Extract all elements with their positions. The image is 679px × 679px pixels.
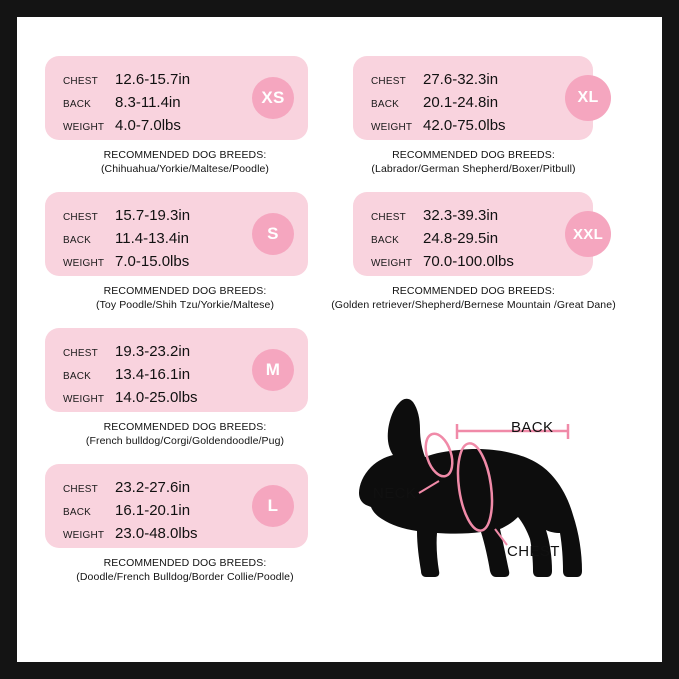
back-label: BACK (371, 235, 400, 246)
size-card-l (45, 464, 308, 548)
size-card-xs (45, 56, 308, 140)
breeds-list: (French bulldog/Corgi/Goldendoodle/Pug) (85, 435, 285, 447)
breeds-xs (45, 148, 325, 176)
chest-label: CHEST (63, 212, 98, 223)
chest-value: 19.3-23.2in (115, 343, 191, 360)
chest-value: 15.7-19.3in (115, 207, 191, 224)
chest-value: 32.3-39.3in (423, 207, 499, 224)
breeds-title: RECOMMENDED DOG BREEDS: (392, 285, 555, 297)
chest-row (371, 69, 579, 92)
breeds-s (45, 284, 325, 312)
weight-value: 14.0-25.0lbs (115, 389, 198, 406)
size-block-m (45, 328, 325, 448)
weight-value: 42.0-75.0lbs (423, 117, 506, 134)
back-label: BACK (63, 371, 92, 382)
chest-value: 23.2-27.6in (115, 479, 191, 496)
chest-value: 12.6-15.7in (115, 71, 191, 88)
size-badge-l: L (252, 485, 294, 527)
weight-row (371, 115, 579, 138)
back-value: 11.4-13.4in (115, 230, 189, 247)
size-badge-m: M (252, 349, 294, 391)
size-block-xxl (331, 192, 638, 312)
back-row (371, 228, 579, 251)
breeds-title: RECOMMENDED DOG BREEDS: (103, 421, 267, 433)
weight-label: WEIGHT (371, 258, 413, 269)
weight-value: 7.0-15.0lbs (115, 253, 190, 270)
chest-label: CHEST (63, 76, 98, 87)
size-column-left (45, 17, 325, 590)
weight-row (371, 251, 579, 274)
back-label: BACK (63, 99, 92, 110)
size-badge-s: S (252, 213, 294, 255)
breeds-title: RECOMMENDED DOG BREEDS: (103, 557, 267, 569)
weight-row (63, 387, 294, 410)
size-badge-xxl: XXL (565, 211, 611, 257)
weight-label: WEIGHT (63, 394, 105, 405)
weight-row (63, 251, 294, 274)
breeds-m (45, 420, 325, 448)
breeds-xl (331, 148, 616, 176)
breeds-list: (Labrador/German Shepherd/Boxer/Pitbull) (371, 163, 576, 175)
back-value: 20.1-24.8in (423, 94, 499, 111)
breeds-title: RECOMMENDED DOG BREEDS: (392, 149, 555, 161)
breeds-l (45, 556, 325, 584)
chest-label: CHEST (63, 348, 98, 359)
size-badge-xl: XL (565, 75, 611, 121)
breeds-list: (Toy Poodle/Shih Tzu/Yorkie/Maltese) (95, 299, 275, 311)
breeds-list: (Chihuahua/Yorkie/Maltese/Poodle) (100, 163, 270, 175)
weight-label: WEIGHT (63, 530, 105, 541)
size-card-xl (353, 56, 599, 140)
size-block-l (45, 464, 325, 584)
size-card-xxl (353, 192, 604, 276)
chest-label: CHEST (371, 76, 406, 87)
back-value: 13.4-16.1in (115, 366, 191, 383)
back-row (371, 92, 579, 115)
weight-value: 23.0-48.0lbs (115, 525, 198, 542)
size-card-m (45, 328, 308, 412)
size-column-right (331, 17, 638, 318)
chest-measure-label: CHEST (507, 543, 560, 560)
breeds-list: (Doodle/French Bulldog/Border Collie/Poodle) (76, 571, 294, 583)
chest-label: CHEST (371, 212, 406, 223)
back-value: 8.3-11.4in (115, 94, 181, 111)
back-label: BACK (371, 99, 400, 110)
chest-label: CHEST (63, 484, 98, 495)
size-block-xs (45, 56, 325, 176)
weight-row (63, 523, 294, 546)
size-card-s (45, 192, 308, 276)
weight-row (63, 115, 294, 138)
size-block-xl (353, 56, 638, 176)
breeds-title: RECOMMENDED DOG BREEDS: (103, 149, 267, 161)
weight-label: WEIGHT (63, 258, 105, 269)
weight-value: 4.0-7.0lbs (115, 117, 181, 134)
weight-label: WEIGHT (371, 122, 413, 133)
back-label: BACK (63, 507, 92, 518)
chest-row (371, 205, 579, 228)
back-value: 16.1-20.1in (115, 502, 191, 519)
dog-measurement-diagram (347, 369, 647, 619)
breeds-xxl (331, 284, 616, 312)
size-block-s (45, 192, 325, 312)
weight-label: WEIGHT (63, 122, 105, 133)
back-measure-label: BACK (511, 419, 554, 436)
size-chart-page (17, 17, 662, 662)
weight-value: 70.0-100.0lbs (423, 253, 514, 270)
back-label: BACK (63, 235, 92, 246)
breeds-list: (Golden retriever/Shepherd/Bernese Mountain /Great Dane) (331, 299, 616, 311)
neck-measure-label: NECK (373, 485, 417, 502)
size-badge-xs: XS (252, 77, 294, 119)
chest-value: 27.6-32.3in (423, 71, 499, 88)
breeds-title: RECOMMENDED DOG BREEDS: (103, 285, 267, 297)
back-value: 24.8-29.5in (423, 230, 499, 247)
